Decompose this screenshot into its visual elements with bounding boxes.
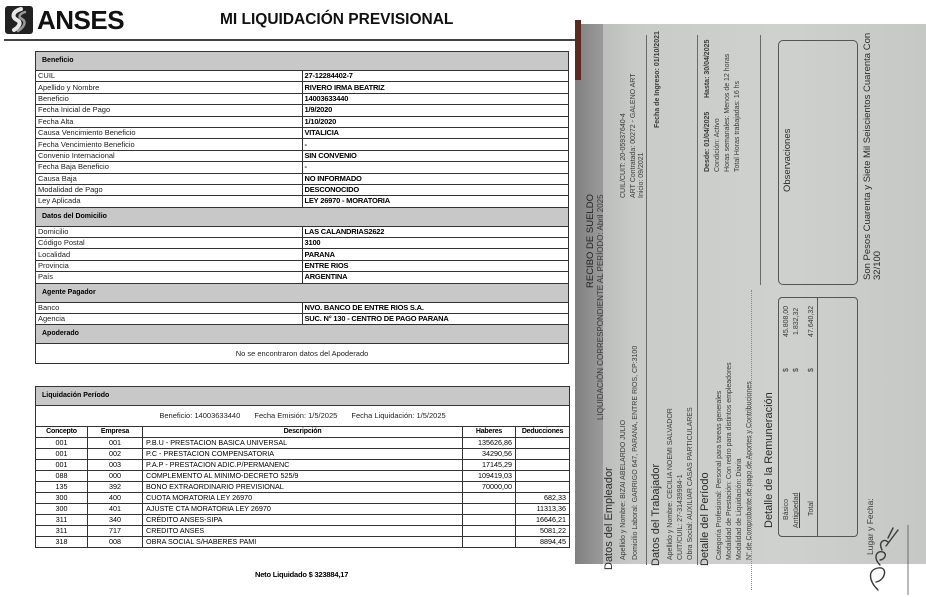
divider [697, 35, 698, 565]
descripcion-cell: P.B.U - PRESTACION BASICA UNIVERSAL [143, 438, 463, 449]
info-row [36, 238, 569, 249]
lugar-fecha: Lugar y Fecha: [865, 498, 875, 555]
categoria-profesional: Categoría Profesional: Personal para tareas generales [716, 390, 723, 560]
empresa-cell: 400 [88, 493, 143, 504]
concepto-cell: 088 [36, 471, 88, 482]
field-value: NO INFORMADO [302, 173, 569, 184]
field-label: Causa Baja [36, 173, 303, 184]
field-value: SIN CONVENIO [302, 150, 569, 161]
neto-liquidado: Neto Liquidado $ 323884,17 [255, 570, 349, 579]
field-value: VITALICIA [302, 127, 569, 138]
haberes-cell [463, 537, 516, 548]
concepto-cell: 135 [36, 482, 88, 493]
empresa-cell: 002 [88, 449, 143, 460]
concepto-cell: 001 [36, 449, 88, 460]
haberes-cell [463, 526, 516, 537]
modalidad-liquidacion: Modalidad de Liquidación: Diaria [736, 458, 743, 560]
anses-logo-icon [5, 6, 33, 34]
haberes-cell: 34290,56 [463, 449, 516, 460]
descripcion-cell: COMPLEMENTO AL MINIMO-DECRETO 525/9 [143, 471, 463, 482]
info-row [36, 71, 569, 82]
field-label: Beneficio [36, 93, 303, 104]
info-row [36, 105, 569, 116]
antiguedad-label: Antigüedad [793, 492, 800, 528]
field-value: NVO. BANCO DE ENTRE RIOS S.A. [302, 302, 569, 313]
info-row [36, 139, 569, 150]
field-value: 1/10/2020 [302, 116, 569, 127]
amount-in-words-cents: 32/100 [872, 250, 883, 280]
table-row [36, 504, 570, 515]
haberes-cell: 17145,29 [463, 460, 516, 471]
table-row [36, 537, 570, 548]
field-value: 1/9/2020 [302, 105, 569, 116]
fecha-ingreso: Fecha de Ingreso: 01/10/2021 [654, 31, 661, 128]
field-label: Ley Aplicada [36, 196, 303, 207]
anses-logo [5, 6, 124, 34]
basico-value: 45.808,00 [783, 305, 790, 337]
field-label: Apellido y Nombre [36, 82, 303, 93]
col-header-concepto: Concepto [36, 427, 88, 438]
field-value: LEY 26970 - MORATORIA [302, 196, 569, 207]
antiguedad-currency: $ [793, 368, 800, 372]
divider [760, 35, 761, 285]
concepto-cell: 318 [36, 537, 88, 548]
info-row [36, 116, 569, 127]
descripcion-cell: BONO EXTRAORDINARIO PREVISIONAL [143, 482, 463, 493]
horas-semanales: Horas semanales: Menos de 12 horas [724, 53, 731, 172]
deducciones-cell [516, 471, 570, 482]
field-value: ARGENTINA [302, 272, 569, 283]
field-label: Modalidad de Pago [36, 184, 303, 195]
info-row [36, 226, 569, 237]
descripcion-cell: CRÉDITO ANSES-SIPA [143, 515, 463, 526]
employer-start: Inicio: 09/2021 [638, 152, 645, 198]
worker-name: Apellido y Nombre: CECILIA NOEMI SALVADOR [667, 408, 674, 560]
photo-edge [575, 20, 581, 80]
table-row [36, 449, 570, 460]
remuneration-section-title: Detalle de la Remuneración [763, 392, 775, 528]
info-fecha-liquidacion: Fecha Liquidación: 1/5/2025 [351, 411, 446, 420]
info-row [36, 173, 569, 184]
handwritten-signature [838, 520, 918, 595]
divider [646, 35, 647, 565]
worker-cuit: CUIT/CUIL: 27-31439984-1 [677, 474, 684, 560]
haberes-cell [463, 515, 516, 526]
descripcion-cell: OBRA SOCIAL S/HABERES PAMI [143, 537, 463, 548]
info-row [36, 249, 569, 260]
field-value: - [302, 162, 569, 173]
field-value: RIVERO IRMA BEATRIZ [302, 82, 569, 93]
field-label: Causa Vencimiento Beneficio [36, 127, 303, 138]
logo-text: ANSES [37, 4, 125, 35]
employer-section-title: Datos del Empleador [603, 467, 615, 570]
section-header-apoderado: Apoderado [36, 325, 569, 344]
field-value: 14003633440 [302, 93, 569, 104]
info-row [36, 272, 569, 283]
empresa-cell: 401 [88, 504, 143, 515]
info-row [36, 260, 569, 271]
haberes-cell: 135626,86 [463, 438, 516, 449]
deducciones-cell: 682,33 [516, 493, 570, 504]
field-label: Provincia [36, 260, 303, 271]
field-value: LAS CALANDRIAS2622 [302, 226, 569, 237]
employer-name: Apellido y Nombre: BIZAI ABELARDO JULIO [620, 419, 627, 560]
table-row [36, 438, 570, 449]
periodo-hasta: Hasta: 30/04/2025 [704, 39, 711, 98]
field-label: Convenio Internacional [36, 150, 303, 161]
section-header-liquidacion: Liquidación Período [36, 387, 570, 406]
section-header-agente: Agente Pagador [36, 283, 569, 302]
worker-obra-social: Obra Social: AUXILIAR CASAS PARTICULARES [687, 407, 694, 560]
concepto-cell: 001 [36, 438, 88, 449]
field-value: - [302, 139, 569, 150]
table-row [36, 471, 570, 482]
table-row [36, 460, 570, 471]
field-value: PARANA [302, 249, 569, 260]
condicion: Condición: Activo [714, 118, 721, 172]
comprobante-aportes: N° de Comprobante de pago de Aportes y Contribuciones [746, 381, 753, 560]
info-beneficio: Beneficio: 14003633440 [159, 411, 241, 420]
basico-currency: $ [783, 368, 790, 372]
beneficiary-table [35, 51, 569, 364]
empresa-cell: 340 [88, 515, 143, 526]
empresa-cell: 000 [88, 471, 143, 482]
deducciones-cell: 5081,22 [516, 526, 570, 537]
info-row [36, 93, 569, 104]
info-row [36, 302, 569, 313]
field-value: SUC. N° 130 - CENTRO DE PAGO PARANA [302, 314, 569, 325]
employer-art: ART Contratada: 00272 - GALENO ART [630, 73, 637, 198]
receipt-period: LIQUIDACIÓN CORRESPONDIENTE AL PERÍODO: Abril 2025 [596, 194, 605, 420]
deducciones-cell [516, 482, 570, 493]
field-value: ENTRE RIOS [302, 260, 569, 271]
total-value: 47.640,32 [808, 305, 815, 337]
descripcion-cell: CUOTA MORATORIA LEY 26970 [143, 493, 463, 504]
info-row [36, 82, 569, 93]
total-label: Total [808, 501, 815, 516]
total-horas: Total Horas trabajadas: 16 hs [734, 80, 741, 172]
concepto-cell: 001 [36, 460, 88, 471]
descripcion-cell: CREDITO ANSES [143, 526, 463, 537]
col-header-haberes: Haberes [463, 427, 516, 438]
concepto-cell: 311 [36, 526, 88, 537]
liquidation-info [36, 406, 570, 427]
info-fecha-emision: Fecha Emisión: 1/5/2025 [254, 411, 338, 420]
employer-cuit: CUIL/CUIT: 20-05937640-4 [620, 113, 627, 198]
page-title: MI LIQUIDACIÓN PREVISIONAL [220, 11, 454, 28]
descripcion-cell: P.A.P - PRESTACION ADIC.P/PERMANENC [143, 460, 463, 471]
haberes-cell [463, 493, 516, 504]
field-label: Fecha Inicial de Pago [36, 105, 303, 116]
field-label: Localidad [36, 249, 303, 260]
empresa-cell: 717 [88, 526, 143, 537]
info-row [36, 196, 569, 207]
field-label: Código Postal [36, 238, 303, 249]
section-header-domicilio: Datos del Domicilio [36, 207, 569, 226]
remuneration-divider [817, 297, 818, 537]
empresa-cell: 008 [88, 537, 143, 548]
info-row [36, 150, 569, 161]
remuneration-box [778, 297, 858, 537]
field-label: Agencia [36, 314, 303, 325]
deducciones-cell [516, 460, 570, 471]
field-label: Domicilio [36, 226, 303, 237]
haberes-cell: 109419,03 [463, 471, 516, 482]
deducciones-cell [516, 438, 570, 449]
table-row [36, 493, 570, 504]
empresa-cell: 392 [88, 482, 143, 493]
field-value: 3100 [302, 238, 569, 249]
empresa-cell: 003 [88, 460, 143, 471]
field-label: Fecha Vencimiento Beneficio [36, 139, 303, 150]
field-label: Fecha Alta [36, 116, 303, 127]
periodo-desde: Desde: 01/04/2025 [704, 111, 711, 172]
concepto-cell: 300 [36, 493, 88, 504]
deducciones-cell: 11313,36 [516, 504, 570, 515]
deducciones-cell [516, 449, 570, 460]
total-currency: $ [808, 368, 815, 372]
col-header-descripcion: Descripción [143, 427, 463, 438]
observaciones-label: Observaciones [782, 128, 793, 192]
empresa-cell: 001 [88, 438, 143, 449]
field-label: Fecha Baja Beneficio [36, 162, 303, 173]
table-row [36, 526, 570, 537]
col-header-empresa: Empresa [88, 427, 143, 438]
table-row [36, 482, 570, 493]
antiguedad-value: 1.832,32 [793, 307, 800, 335]
info-row [36, 314, 569, 325]
field-label: País [36, 272, 303, 283]
haberes-cell: 70000,00 [463, 482, 516, 493]
field-value: DESCONOCIDO [302, 184, 569, 195]
info-row [36, 184, 569, 195]
descripcion-cell: AJUSTE CTA MORATORIA LEY 26970 [143, 504, 463, 515]
info-row [36, 127, 569, 138]
receipt-title: RECIBO DE SUELDO [585, 194, 596, 288]
field-label: CUIL [36, 71, 303, 82]
section-header-beneficio: Beneficio [36, 52, 569, 71]
basico-label: Básico [783, 498, 790, 520]
apoderado-note: No se encontraron datos del Apoderado [36, 344, 569, 364]
employer-address: Domicilio Laboral: GARRIGO 647, PARANA, ENTRE RIOS, CP:3100 [632, 345, 639, 560]
table-row [36, 515, 570, 526]
concepto-cell: 311 [36, 515, 88, 526]
deducciones-cell: 8894,45 [516, 537, 570, 548]
dotted-divider [751, 290, 752, 590]
header-divider [4, 39, 575, 41]
amount-in-words: Son Pesos Cuarenta y Siete Mil Seiscientos Cuarenta Con [862, 32, 873, 280]
period-section-title: Detalle del Período [699, 472, 711, 566]
liquidation-table [35, 386, 570, 548]
col-header-deducciones: Deducciones [516, 427, 570, 438]
field-label: Banco [36, 302, 303, 313]
deducciones-cell: 16646,21 [516, 515, 570, 526]
descripcion-cell: P.C - PRESTACION COMPENSATORIA [143, 449, 463, 460]
modalidad-prestacion: Modalidad de Prestación: Con retiro para distintos empleadores [726, 362, 733, 560]
worker-section-title: Datos del Trabajador [650, 463, 662, 566]
field-value: 27-12284402-7 [302, 71, 569, 82]
haberes-cell [463, 504, 516, 515]
info-row [36, 162, 569, 173]
concepto-cell: 300 [36, 504, 88, 515]
